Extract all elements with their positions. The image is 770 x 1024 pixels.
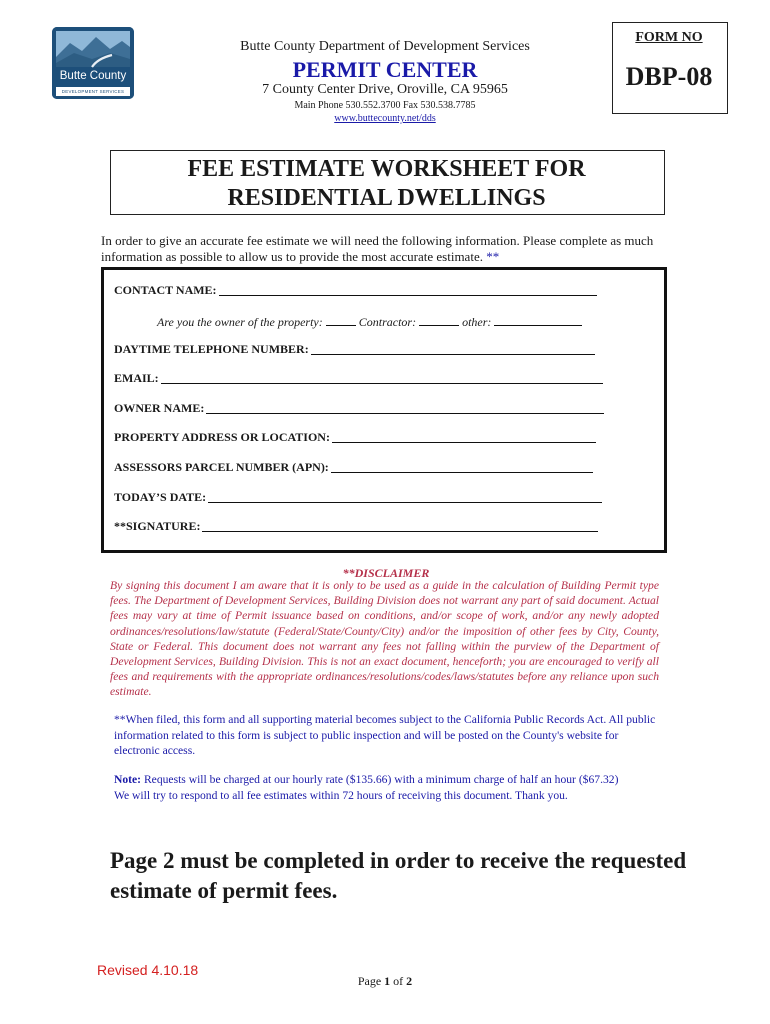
email-field[interactable] [114,372,614,386]
daytime-phone-line[interactable] [311,354,595,355]
daytime-phone-label: DAYTIME TELEPHONE NUMBER: [114,342,309,356]
page-number [330,974,440,989]
signature-field[interactable] [114,520,614,534]
other-label: other: [462,315,492,329]
contact-name-line[interactable] [219,295,597,296]
owner-name-field[interactable] [114,402,614,416]
owner-blank[interactable] [326,315,356,326]
todays-date-line[interactable] [208,502,602,503]
butte-county-logo [52,27,134,99]
apn-field[interactable] [114,461,614,475]
daytime-phone-field[interactable] [114,343,614,357]
email-line[interactable] [161,383,603,384]
document-title [110,155,663,213]
apn-label: ASSESSORS PARCEL NUMBER (APN): [114,460,329,474]
owner-question [157,315,582,330]
property-address-field[interactable] [114,431,614,445]
todays-date-field[interactable] [114,491,614,505]
department-name: Butte County Department of Development Services [240,39,530,54]
office-name: PERMIT CENTER [292,57,478,82]
disclaimer-title: **DISCLAIMER [342,566,430,580]
disclaimer-body: By signing this document I am aware that it is only to be used as a guide in the calculation of Building Permit type fees. The Department of Development Services, Building Division does not warrant any part of said document. Actual fees may vary at time of Permit issuance based on conditions, and/or scope of work, and/or any newly adopted ordinances/resolutions/law/statute (Federal/State/County/City) and/or the imposition of other fees by City, County, State or Federal. This document does not warrant any fees not falling within the purview of the Department of Development Services, Building Division. This is not an exact document, henceforth; you are encouraged to verify all fees and requirements with the appropriate ordinances/resolutions/codes/laws/statutes before any reliance upon such estimate. [110,579,659,699]
note-line-2: We will try to respond to all fee estimates within 72 hours of receiving this document. Thank you. [114,788,568,802]
office-address: 7 County Center Drive, Oroville, CA 95965 [262,82,508,97]
owner-name-line[interactable] [206,413,604,414]
note-label: Note: [114,773,142,786]
note-rate-text: Requests will be charged at our hourly rate ($135.66) with a minimum charge of half an hour ($67.32) [143,773,619,786]
contractor-label: Contractor: [358,315,417,329]
intro-marker: ** [486,249,500,264]
note-line-1 [114,772,674,788]
public-records-notice: **When filed, this form and all supporting material becomes subject to the California Public Records Act. All public information related to this form is subject to public inspection and will be posted on the County's website for electronic access. [114,713,656,757]
property-address-line[interactable] [332,442,596,443]
property-address-label: PROPERTY ADDRESS OR LOCATION: [114,430,330,444]
page-2-notice: Page 2 must be completed in order to receive the requested estimate of permit fees. [110,848,687,903]
signature-label: **SIGNATURE: [114,519,201,533]
owner-question-label: Are you the owner of the property: [157,315,323,329]
office-phone: Main Phone 530.552.3700 Fax 530.538.7785 [294,100,476,111]
intro-text: In order to give an accurate fee estimate we will need the following information. Please complete as much information as possible to allow us to provide the most accurate estimate. [101,233,654,264]
form-number: DBP-08 [625,62,713,91]
apn-line[interactable] [331,472,593,473]
page-total: 2 [406,974,413,988]
form-number-label: FORM NO [635,30,703,45]
logo-subtext: DEVELOPMENT SERVICES [56,87,130,96]
fee-note [114,772,674,803]
page-prefix: Page [357,974,385,988]
title-line-1: FEE ESTIMATE WORKSHEET FOR [187,156,586,182]
revision-date: Revised 4.10.18 [97,962,199,978]
todays-date-label: TODAY’S DATE: [114,490,207,504]
page-of: of [390,974,407,988]
contractor-blank[interactable] [419,315,459,326]
logo-text: Butte County [59,70,127,82]
page-current: 1 [384,974,391,988]
owner-name-label: OWNER NAME: [114,401,205,415]
contact-name-label: CONTACT NAME: [114,283,217,297]
signature-line[interactable] [202,531,598,532]
title-line-2: RESIDENTIAL DWELLINGS [227,185,546,211]
contact-name-field[interactable] [114,284,614,298]
email-label: EMAIL: [114,371,159,385]
other-blank[interactable] [494,315,582,326]
website-link[interactable]: www.buttecounty.net/dds [334,113,436,124]
intro-paragraph [101,233,661,265]
